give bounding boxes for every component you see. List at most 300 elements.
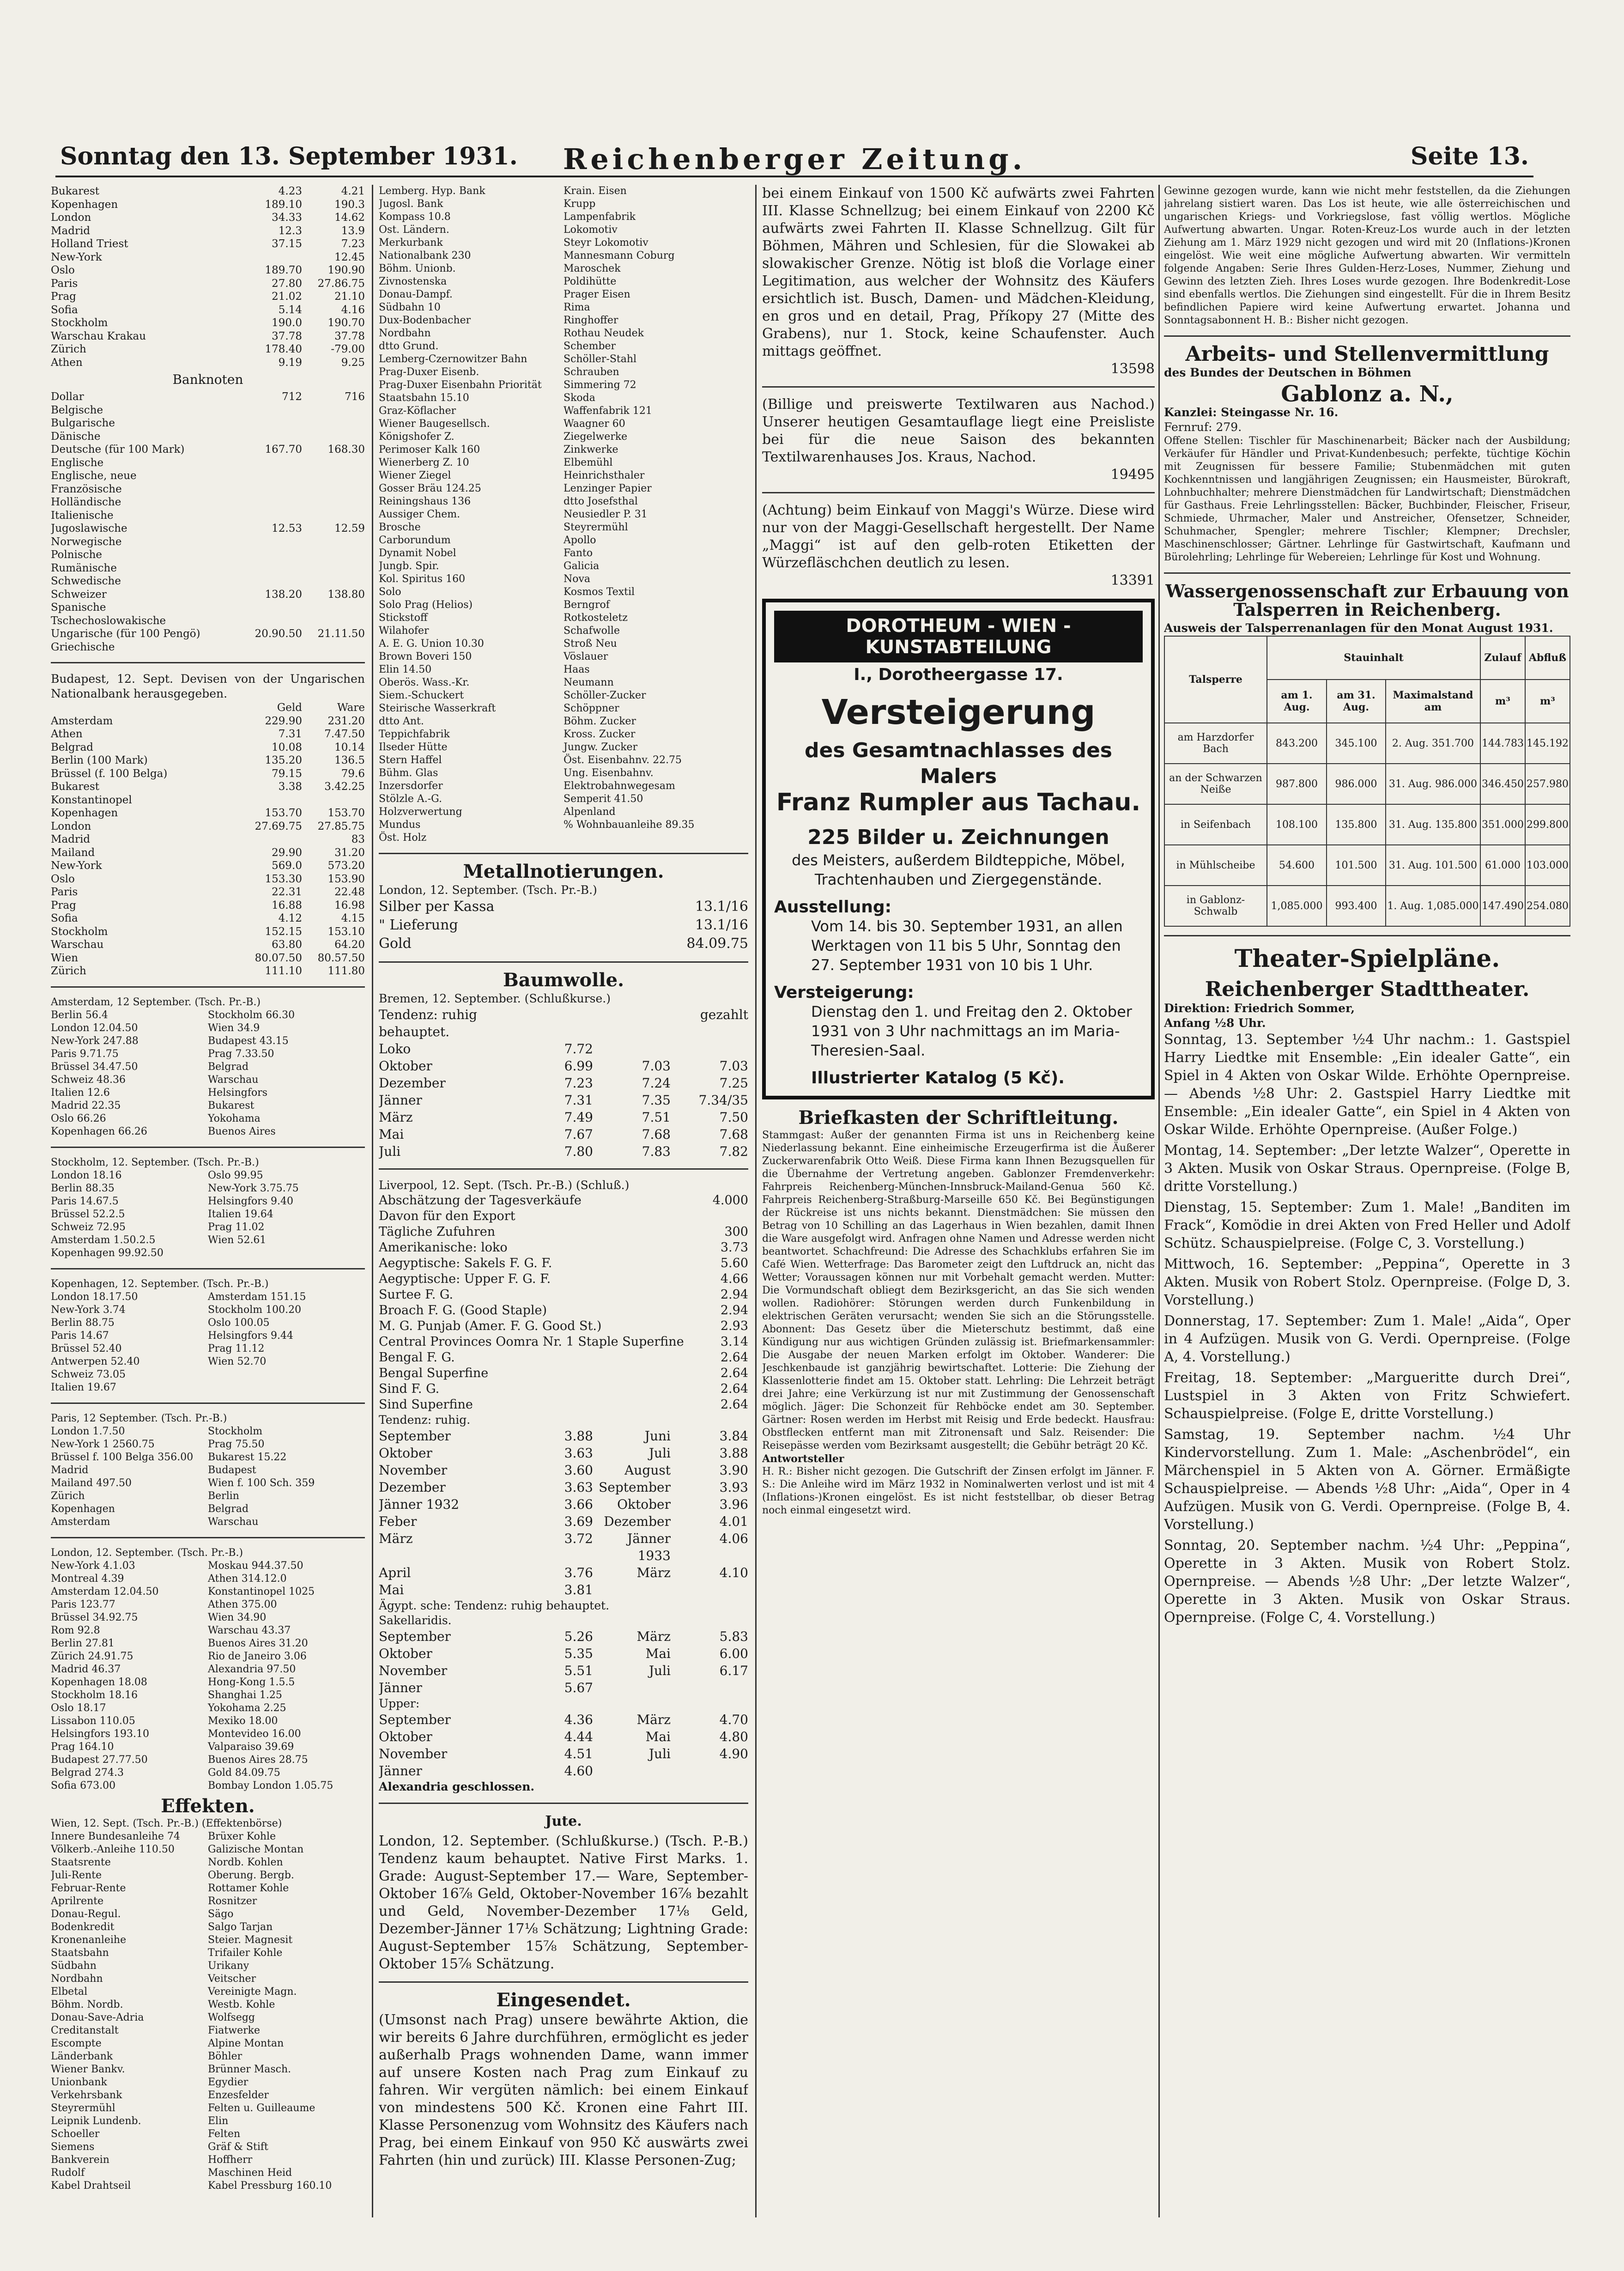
- stockholm-heading: Stockholm, 12. September. (Tsch. Pr.-B.): [51, 1156, 259, 1168]
- quote-cell: April: [379, 1565, 411, 1580]
- quote-item: Prag 7.33.50: [208, 1048, 274, 1060]
- rate-value: [302, 404, 365, 417]
- metal-subheading: London, 12. September. (Tsch. Pr.-B.): [379, 883, 597, 897]
- quote-cell: 6.00: [719, 1646, 748, 1661]
- quote-cell: Dezember: [379, 1075, 446, 1091]
- paris-heading: Paris, 12 September. (Tsch. Pr.-B.): [51, 1412, 227, 1424]
- rate-value: 7.47.50: [324, 728, 365, 740]
- quote-item: New-York 1 2560.75: [51, 1438, 155, 1450]
- quote-cell: Bengal F. G.: [379, 1350, 455, 1365]
- quote-item: Brünner Masch.: [208, 2063, 291, 2075]
- quote-item: Maroschek: [564, 263, 621, 274]
- notice-busch: bei einem Einkauf von 1500 Kč aufwärts zwei Fahrten III. Klasse Schnellzug; bei einem Einkauf von 2200 Kč aufwärts zwei Fahrten II. Klasse Schnellzug. Gilt für Böhmen, Mähren und Schlesien, für die Slowakei ab slowakischer Grenze. Nötig ist bloß die Vorlage einer Legitimation, aus welcher der Wohnsitz des Käufers ersichtlich ist. Busch, Damen- und Mädchen-Kleidung, en gros und en detail, Prag, Příkopy 27 (Mitte des Grabens), nur 1. Stock, keine Schaufenster. Auch mittags geöffnet.: [762, 185, 1155, 359]
- rate-row: [51, 330, 365, 343]
- arbeit-heading: Arbeits- und Stellenvermittlung: [1185, 342, 1549, 366]
- quote-item: Berlin: [208, 1490, 239, 1502]
- quote-item: Solo: [379, 586, 401, 598]
- divider: [51, 1403, 365, 1404]
- quote-item: Krupp: [564, 198, 596, 210]
- quote-cell: Jänner 1933: [627, 1531, 671, 1563]
- rate-value: [233, 251, 302, 264]
- quote-item: Skoda: [564, 392, 595, 404]
- quote-row: [379, 1092, 748, 1109]
- quote-item: Galicia: [564, 560, 600, 572]
- quote-item: Wienerberg Z. 10: [379, 457, 469, 468]
- table-cell: 346.450: [1480, 764, 1525, 804]
- rate-value: 3.42.25: [324, 781, 365, 793]
- rate-row: [51, 846, 365, 860]
- rate-name: London: [51, 820, 91, 832]
- quote-item: Prag 11.12: [208, 1342, 265, 1354]
- quote-item: Wilahofer: [379, 625, 429, 637]
- quote-cell: Juni: [644, 1428, 671, 1444]
- rate-name: Paris: [51, 277, 78, 290]
- quote-item: Wien 52.61: [208, 1234, 267, 1246]
- quote-item: Prag 75.50: [208, 1438, 265, 1450]
- quote-item: Ung. Eisenbahnv.: [564, 767, 654, 779]
- quote-item: Unionbank: [51, 2076, 107, 2088]
- gablonz-heading: Gablonz a. N.,: [1281, 381, 1454, 407]
- rate-value: 231.20: [327, 715, 365, 727]
- quote-item: Westb. Kohle: [208, 1998, 275, 2010]
- quote-item: Kross. Zucker: [564, 729, 636, 740]
- rate-value: [302, 794, 365, 807]
- rate-value: [302, 509, 365, 522]
- divider: [762, 492, 1155, 493]
- quote-row: [379, 1679, 748, 1696]
- quote-item: Helsingfors: [208, 1087, 268, 1099]
- quote-cell: Jänner: [379, 1680, 422, 1695]
- quote-cell: März: [636, 1629, 671, 1644]
- divider: [762, 386, 1155, 388]
- quote-cell: 4.90: [719, 1746, 748, 1761]
- quote-item: Semperit 41.50: [564, 793, 643, 805]
- quote-item: Wien 34.9: [208, 1022, 260, 1034]
- quote-item: Februar-Rente: [51, 1882, 126, 1894]
- rate-row: [51, 237, 365, 251]
- rate-value: [302, 496, 365, 509]
- rate-value: 3.38: [278, 781, 302, 793]
- quote-row: [379, 1427, 748, 1445]
- stockholm-rates: [51, 1169, 365, 1260]
- quote-row: [379, 935, 748, 953]
- quote-item: Siem.-Schuckert: [379, 690, 464, 701]
- lottery-answers: Gewinne gezogen wurde, kann wie nicht mehr feststellen, da die Ziehungen jahrelang sistiert waren. Das Los ist heute, wie alle österreichischen und ungarischen Kriegs- und Vorkriegslose, fast völlig wertlos. Mögliche Aufwertung abwarten. Ungar. Roten-Kreuz-Los wurde auch in der letzten Ziehung am 1. März 1929 nicht gezogen und wird mit 20 (Inflations-)Kronen eingelöst. Wie weit eine mögliche Aufwertung abwarten. Wir vermitteln folgende Angaben: Serie Ihres Gulden-Herz-Loses, Nummer, Ziehung und Gewinn des letzten Zieh. Ihres Loses wurde gezogen. Ihre Bodenkredit-Lose sind ebenfalls wertlos. Die Ziehungen sind eingestellt. Für die in Ihrem Besitz befindlichen Papiere wird keine Aufwertung erwartet. Johanna und Sonntagsabonnent H. B.: Bisher nicht gezogen.: [1164, 185, 1570, 326]
- play-entry: Mittwoch, 16. September: „Peppina“, Operette in 3 Akten. Musik von Robert Stolz. Opernpreise. (Folge D, 3. Vorstellung.): [1164, 1256, 1570, 1308]
- ad-versteigerung-text: Dienstag den 1. und Freitag den 2. Oktober 1931 von 3 Uhr nachmittags an im Maria-Theresien-Saal.: [811, 1003, 1132, 1059]
- quote-item: Berlin 56.4: [51, 1009, 108, 1021]
- rate-name: Athen: [51, 728, 83, 740]
- quote-item: Sofia 673.00: [51, 1779, 116, 1791]
- quote-row: [379, 1075, 748, 1092]
- rate-name: Rumänische: [51, 562, 117, 574]
- quote-item: Völkerb.-Anleihe 110.50: [51, 1843, 175, 1855]
- rate-row: [51, 404, 365, 417]
- quote-item: Trifailer Kohle: [208, 1947, 283, 1959]
- quote-cell: 6.99: [564, 1058, 593, 1074]
- fernruf-line: Fernruf: 279.: [1164, 420, 1242, 434]
- quote-row: [379, 1143, 748, 1160]
- th-am1: am 1. Aug.: [1267, 680, 1327, 723]
- rate-row: [51, 277, 365, 291]
- quote-item: Helsingfors 9.44: [208, 1330, 293, 1342]
- quote-item: Gräf & Stift: [208, 2141, 268, 2153]
- rate-value: 153.10: [327, 925, 365, 938]
- th-max: Maximalstand am: [1386, 680, 1480, 723]
- quote-cell: 5.60: [720, 1256, 748, 1270]
- rate-value: 152.15: [265, 925, 302, 938]
- quote-item: Budapest: [208, 1464, 256, 1476]
- effekten-heading: Effekten.: [161, 1795, 255, 1817]
- rate-value: 12.53: [272, 522, 302, 534]
- rate-row: [51, 390, 365, 404]
- play-entry: Samstag, 19. September nachm. ½4 Uhr Kindervorstellung. Zum 1. Male: „Aschenbrödel“, ein Märchenspiel in 5 Akten von A. Görner. Ermäßigte Schauspielpreise. — Abends ½8 Uhr: „Aida“, Oper in 4 Aufzügen. Musik von G. Verdi. Opernpreise. (Folge B, 4. Vorstellung.): [1164, 1427, 1570, 1533]
- direktion-line: Direktion: Friedrich Sommer,: [1164, 1002, 1355, 1015]
- th-talsperre: Talsperre: [1164, 636, 1267, 723]
- play-entry: Donnerstag, 17. September: Zum 1. Male! „Aida“, Oper in 4 Aufzügen. Musik von G. Verdi. Opernpreise. (Folge A, 4. Vorstellung.): [1164, 1313, 1570, 1365]
- quote-cell: Loko: [379, 1041, 411, 1057]
- quote-item: Wien f. 100 Sch. 359: [208, 1477, 315, 1489]
- notice-number: 19495: [1110, 467, 1155, 483]
- quote-item: Brüssel 52.2.5: [51, 1208, 125, 1220]
- quote-item: New-York 3.75.75: [208, 1182, 299, 1194]
- rate-value: [302, 548, 365, 562]
- quote-item: Helsingfors 193.10: [51, 1728, 149, 1740]
- rate-row: [51, 535, 365, 549]
- quote-cell: 2.94: [720, 1287, 748, 1302]
- quote-row: [379, 1711, 748, 1728]
- quote-row: [379, 1397, 748, 1413]
- rate-value: 22.31: [272, 886, 302, 898]
- rate-name: Madrid: [51, 225, 91, 237]
- divider: [1164, 335, 1570, 337]
- table-row: [1164, 804, 1570, 845]
- quote-cell: 3.72: [564, 1531, 593, 1546]
- quote-cell: 7.35: [642, 1093, 671, 1108]
- rate-value: 111.80: [327, 965, 365, 977]
- ad-line-2: Franz Rumpler aus Tachau.: [776, 789, 1141, 816]
- quote-item: Jungb. Spir.: [379, 560, 439, 572]
- rate-value: 31.20: [334, 846, 365, 859]
- rate-value: 12.45: [334, 251, 365, 263]
- quote-cell: 7.83: [642, 1144, 671, 1159]
- quote-item: Kronenanleihe: [51, 1934, 127, 1946]
- rate-name: Schweizer: [51, 588, 107, 601]
- quote-item: Oslo 99.95: [208, 1169, 263, 1181]
- rate-value: 4.16: [341, 304, 365, 316]
- rate-row: [51, 641, 365, 654]
- budapest-heading: Budapest, 12. Sept. Devisen von der Ungarischen Nationalbank herausgegeben.: [51, 672, 365, 700]
- rate-row: [51, 912, 365, 925]
- rate-value: 29.90: [272, 846, 302, 859]
- quote-cell: 7.67: [564, 1127, 593, 1142]
- egypt-heading: Ägypt. sche: Tendenz: ruhig behauptet.: [379, 1599, 610, 1612]
- quote-item: dtto Ant.: [379, 716, 424, 727]
- quote-cell: 4.01: [719, 1514, 748, 1529]
- divider: [379, 1168, 748, 1170]
- quote-cell: 2.64: [720, 1350, 748, 1365]
- rate-value: 16.98: [334, 899, 365, 911]
- rate-value: 63.80: [272, 939, 302, 951]
- rate-row: [51, 899, 365, 912]
- quote-cell: 2.64: [720, 1382, 748, 1396]
- rate-name: Oslo: [51, 873, 75, 885]
- quote-item: Hoffherr: [208, 2154, 253, 2166]
- ad-ausstellung-text: Vom 14. bis 30. September 1931, an allen Werktagen von 11 bis 5 Uhr, Sonntag den 27. September 1931 von 10 bis 1 Uhr.: [811, 917, 1123, 974]
- quote-item: Warschau: [208, 1516, 259, 1528]
- quote-item: Moskau 944.37.50: [208, 1560, 303, 1572]
- quote-item: Schrauben: [564, 366, 619, 378]
- rate-row: [51, 820, 365, 833]
- divider: [379, 1803, 748, 1804]
- notice-number: 13598: [1110, 361, 1155, 377]
- quote-item: Zivnostenska: [379, 276, 447, 287]
- quote-item: Schweiz 48.36: [51, 1074, 126, 1086]
- table-cell: 144.783: [1480, 723, 1525, 764]
- notice-number: 13391: [1110, 572, 1155, 589]
- rate-value: [233, 562, 302, 575]
- rate-row: [51, 343, 365, 356]
- rate-row: [51, 715, 365, 728]
- quote-item: Bombay London 1.05.75: [208, 1779, 333, 1791]
- quote-cell: 3.81: [564, 1582, 593, 1597]
- quote-cell: [593, 1581, 671, 1598]
- quote-item: Böhm. Nordb.: [51, 1998, 123, 2010]
- metal-quotes: [379, 898, 748, 953]
- rate-value: 20.90.50: [255, 628, 302, 640]
- rate-row: [51, 754, 365, 767]
- quote-item: Waffenfabrik 121: [564, 405, 652, 417]
- rate-value: [302, 614, 365, 628]
- table-cell: 2. Aug. 351.700: [1386, 723, 1480, 764]
- rate-value: 153.70: [265, 807, 302, 819]
- quote-item: Nordb. Kohlen: [208, 1856, 283, 1868]
- notice-kraus: (Billige und preiswerte Textilwaren aus Nachod.) Unserer heutigen Gesamtauflage liegt eine Preisliste bei für die neue Saison des bekannten Textilwarenhauses Jos. Kraus, Nachod.: [762, 396, 1155, 465]
- rate-name: Prag: [51, 291, 76, 303]
- quote-item: Siemens: [51, 2141, 95, 2153]
- rate-value: [302, 469, 365, 483]
- quote-item: [208, 1381, 365, 1394]
- rate-value: 79.15: [272, 767, 302, 780]
- rate-value: [233, 417, 302, 430]
- quote-row: [379, 1581, 748, 1598]
- quote-item: [208, 1247, 365, 1260]
- rate-row: [51, 483, 365, 496]
- quote-item: London 1.7.50: [51, 1425, 125, 1437]
- quote-row: [379, 1271, 748, 1287]
- quote-row: [379, 1240, 748, 1256]
- quote-item: Schöller-Zucker: [564, 690, 646, 701]
- quote-item: Ilseder Hütte: [379, 741, 448, 753]
- ad-label-ausstellung: Ausstellung:: [774, 898, 892, 917]
- quote-cell: 4.70: [719, 1712, 748, 1727]
- quote-item: Belgrad 274.3: [51, 1767, 124, 1779]
- quote-item: Donau-Dampf.: [379, 289, 453, 300]
- quote-item: Elbemühl: [564, 457, 613, 468]
- table-cell: 103.000: [1525, 845, 1570, 886]
- rate-name: Stockholm: [51, 925, 108, 938]
- rate-row: [51, 873, 365, 886]
- quote-item: Nordbahn: [379, 328, 431, 339]
- quote-item: Carborundum: [379, 534, 451, 546]
- rate-name: Französische: [51, 483, 122, 495]
- quote-item: Madrid 22.35: [51, 1099, 121, 1111]
- quote-item: Bühm. Glas: [379, 767, 438, 779]
- quote-cell: [593, 1040, 671, 1057]
- quote-item: Italien 12.6: [51, 1087, 110, 1099]
- rate-name: Dollar: [51, 391, 84, 403]
- quote-item: Urikany: [208, 1960, 249, 1972]
- quote-item: Elin: [208, 2115, 229, 2127]
- rate-name: Mailand: [51, 846, 95, 859]
- quote-item: Heinrichsthaler: [564, 470, 645, 481]
- quote-cell: 3.60: [564, 1463, 593, 1478]
- quote-item: Lissabon 110.05: [51, 1715, 135, 1727]
- quote-item: Italien 19.64: [208, 1208, 273, 1220]
- quote-row: [379, 1287, 748, 1303]
- quote-row: [379, 1628, 748, 1645]
- quote-cell: Silber per Kassa: [379, 899, 495, 915]
- play-entry: Freitag, 18. September: „Margueritte durch Drei“, Lustspiel in 3 Akten von Fritz Schwiefert. Schauspielpreise. (Folge E, dritte Vorstellung.): [1164, 1370, 1570, 1422]
- briefkasten-text: Stammgast: Außer der genannten Firma ist uns in Reichenberg keine Niederlassung bekannt. Eine einheimische Erzeugerfirma ist die Äußerer Zuckerwarenfabrik Otto Weiß. Diese Firma kann Ihnen Bezugsquellen für die Übernahme der Vertretung angeben. Gablonzer Fremdenverkehr: Fahrpreis Reichenberg-München-Innsbruck-Mailand-Genua 560 Kč. Fahrpreis Reichenberg-Straßburg-Marseille 650 Kč. Bei Begünstigungen der Rückreise ist uns nichts bekannt. Dienstmädchen: Sie müssen den Betrag von 10 Schilling an das Lagerhaus in Wien bezahlen, damit Ihnen die Ware ausgefolgt wird. Anfragen ohne Namen und Adresse werden nicht beantwortet. Schachfreund: Die Adresse des Schachklubs erfahren Sie im Café Wien. Wetterfrage: Das Barometer zeigt den Luftdruck an, nicht das Wetter; Voraussagen können nur mit Vorbehalt gemacht werden. Mutter: Die Vormundschaft obliegt dem Bezirksgericht, an das Sie sich wenden wollen. Radiohörer: Störungen werden durch Funkenbildung in elektrischen Geräten verursacht; wenden Sie sich an die Störungsstelle. Abonnent: Das Gesetz über die Mieterschutz bestimmt, daß eine Kündigung nur aus wichtigen Gründen zulässig ist. Briefmarkensammler: Die Ausgabe der neuen Marken erfolgt im Oktober. Wanderer: Die Jeschkenbaude ist ganzjährig bewirtschaftet. Lotterie: Die Ziehung der Klassenlotterie findet am 15. Oktober statt. Lehrling: Die Lehrzeit beträgt drei Jahre; eine Verkürzung ist nur mit Zustimmung der Genossenschaft möglich. Jäger: Die Schonzeit für Rehböcke endet am 30. September. Gärtner: Rosen werden im Herbst mit Reisig und Erde bedeckt. Hausfrau: Obstflecken entfernt man mit Zitronensaft und Salz. Reisender: Die Reisepässe werden vom Bezirksamt ausgestellt; die Gebühr beträgt 20 Kč.: [762, 1129, 1155, 1451]
- quote-row: [379, 1645, 748, 1662]
- rate-name: Madrid: [51, 833, 91, 845]
- rate-name: Warschau Krakau: [51, 330, 146, 342]
- quote-item: Merkurbank: [379, 237, 443, 249]
- quote-item: Schoeller: [51, 2128, 100, 2140]
- rate-value: 189.70: [265, 264, 302, 276]
- divider: [379, 853, 748, 854]
- table-cell: 351.000: [1480, 804, 1525, 845]
- quote-item: Brown Boveri 150: [379, 651, 472, 662]
- quote-row: [379, 1564, 748, 1581]
- quote-cell: 7.24: [642, 1075, 671, 1091]
- quote-item: Stockholm 100.20: [208, 1304, 302, 1316]
- quote-item: Königshofer Z.: [379, 431, 454, 443]
- quote-item: Paris 14.67: [51, 1330, 109, 1342]
- quote-item: Mailand 497.50: [51, 1477, 132, 1489]
- quote-cell: 3.84: [719, 1428, 748, 1444]
- quote-item: Rom 92.8: [51, 1624, 100, 1636]
- wien-heading: Wien, 12. Sept. (Tsch. Pr.-B.) (Effektenbörse): [51, 1817, 282, 1829]
- table-cell: 843.200: [1267, 723, 1327, 764]
- quote-item: Athen 314.12.0: [208, 1573, 287, 1585]
- ad-line-4: des Meisters, außerdem Bildteppiche, Möbel, Trachtenhauben und Ziergegenstände.: [792, 851, 1125, 888]
- rate-value: [233, 548, 302, 562]
- quote-item: dtto Grund.: [379, 340, 439, 352]
- quote-cell: Juli: [648, 1445, 671, 1461]
- rate-row: [51, 859, 365, 873]
- quote-cell: Abschätzung der Tagesverkäufe: [379, 1193, 582, 1208]
- rate-value: [302, 562, 365, 575]
- ad-headline: Versteigerung: [821, 692, 1096, 732]
- quote-item: Warschau: [208, 1074, 259, 1086]
- quote-cell: 3.76: [564, 1565, 593, 1580]
- rate-value: [302, 456, 365, 470]
- rate-row: [51, 417, 365, 430]
- quote-item: Valparaiso 39.69: [208, 1741, 294, 1753]
- play-entry: Sonntag, 20. September nachm. ½4 Uhr: „Peppina“, Operette in 3 Akten. Musik von Robert Stolz. Opernpreise. — Abends ½8 Uhr: „Der letzte Walzer“, Operette in 3 Akten. Musik von Oskar Straus. Opernpreise. (Folge C, 4. Vorstellung.): [1164, 1537, 1570, 1626]
- rate-name: Zürich: [51, 343, 86, 355]
- quote-item: Enzesfelder: [208, 2089, 269, 2101]
- rate-value: 13.9: [341, 225, 365, 237]
- rate-name: Sofia: [51, 912, 78, 924]
- quote-item: Wolfsegg: [208, 2011, 255, 2023]
- table-cell: 145.192: [1525, 723, 1570, 764]
- column-notices: [762, 185, 1155, 2217]
- quote-item: Staatsrente: [51, 1856, 111, 1868]
- rate-name: Paris: [51, 886, 78, 898]
- rate-value: 7.31: [278, 728, 302, 740]
- quote-item: Simmering 72: [564, 379, 636, 391]
- rate-name: Sofia: [51, 304, 78, 316]
- quote-item: Prag 11.02: [208, 1221, 265, 1233]
- table-row: [1164, 764, 1570, 804]
- quote-cell: Amerikanische: loko: [379, 1240, 508, 1255]
- quote-item: Apollo: [564, 534, 596, 546]
- stadttheater-heading: Reichenberger Stadttheater.: [1205, 978, 1530, 1001]
- quote-item: Alexandria 97.50: [208, 1663, 296, 1675]
- play-schedule: [1164, 1031, 1570, 1627]
- quote-item: Schweiz 72.95: [51, 1221, 126, 1233]
- quote-row: [379, 916, 748, 935]
- table-cell: 61.000: [1480, 845, 1525, 886]
- quote-cell: 2.64: [720, 1397, 748, 1412]
- rate-value: [302, 575, 365, 588]
- arbeit-subheading: des Bundes der Deutschen in Böhmen: [1164, 366, 1412, 379]
- quote-cell: 5.83: [719, 1629, 748, 1644]
- rates-list-top: [51, 185, 365, 369]
- quote-cell: 3.88: [564, 1428, 593, 1444]
- quote-item: Kopenhagen: [51, 1503, 115, 1515]
- rate-value: 190.0: [272, 317, 302, 329]
- quote-cell: Davon für den Export: [379, 1209, 515, 1223]
- quote-item: Elin 14.50: [379, 664, 432, 675]
- quote-item: Kabel Pressburg 160.10: [208, 2180, 332, 2192]
- eingesendet-text: (Umsonst nach Prag) unsere bewährte Aktion, die wir bereits 6 Jahre durchführen, ermöglicht es jeder außerhalb Prags wohnenden Dame, wann immer auf unsere Kosten nach Prag zum Einkauf zu fahren. Wir vergüten nämlich: bei einem Einkauf von mindestens 500 Kč. Kronen eine Fahrt III. Klasse Personenzug vom Wohnsitz des Käufers nach Prag, bei einem Einkauf von 950 Kč auswärts zwei Fahrten (hin und zurück) III. Klasse Personen-Zug;: [379, 2012, 748, 2168]
- quote-cell: 7.80: [564, 1144, 593, 1159]
- quote-item: Lemberg-Czernowitzer Bahn: [379, 353, 527, 365]
- notice-maggi: (Achtung) beim Einkauf von Maggi's Würze. Diese wird nur von der Maggi-Gesellschaft hergestellt. Der Name „Maggi“ ist auf den gelb-roten Etiketten der Würzefläschchen deutlich zu lesen.: [762, 502, 1155, 571]
- rate-row: [51, 264, 365, 277]
- jute-text: London, 12. September. (Schlußkurse.) (Tsch. P.-B.) Tendenz kaum behauptet. Native First Marks. 1. Grade: August-September 17.— Ware, September-Oktober 16⅞ Geld, Oktober-November 16⅞ bezahlt und Geld, November-Dezember 17⅛ Geld, Dezember-Jänner 17⅛ Schätzung; Lightning Grade: August-September 15⅞ Schätzung, September-Oktober 15⅞ Schätzung.: [379, 1833, 748, 1972]
- quote-item: London 12.04.50: [51, 1022, 138, 1034]
- quote-cell: 3.88: [719, 1445, 748, 1461]
- bremen-quotes: [379, 1040, 748, 1160]
- quote-item: Zürich 24.91.75: [51, 1650, 133, 1662]
- rate-value: 189.10: [265, 198, 302, 211]
- quote-item: Wien 52.70: [208, 1355, 267, 1367]
- rate-value: 37.15: [272, 238, 302, 250]
- rate-value: [233, 404, 302, 417]
- quote-cell: 7.49: [564, 1110, 593, 1125]
- rate-value: 16.88: [272, 899, 302, 911]
- sakellaridis-label: Sakellaridis.: [379, 1614, 452, 1627]
- rate-value: [233, 535, 302, 549]
- quote-cell: 3.66: [564, 1497, 593, 1512]
- table-cell: 254.080: [1525, 886, 1570, 926]
- bremen-tendency-row: Tendenz: ruhig behauptet. gezahlt: [379, 1007, 748, 1039]
- quote-item: Montreal 4.39: [51, 1573, 124, 1585]
- quote-row: [379, 1728, 748, 1745]
- quote-cell: Juli: [648, 1746, 671, 1761]
- quote-cell: 7.25: [719, 1075, 748, 1091]
- quote-cell: 3.90: [719, 1463, 748, 1478]
- rate-value: [302, 430, 365, 443]
- rate-value: [233, 509, 302, 522]
- quote-cell: 4.36: [564, 1712, 593, 1727]
- quote-item: Paris 123.77: [51, 1598, 115, 1610]
